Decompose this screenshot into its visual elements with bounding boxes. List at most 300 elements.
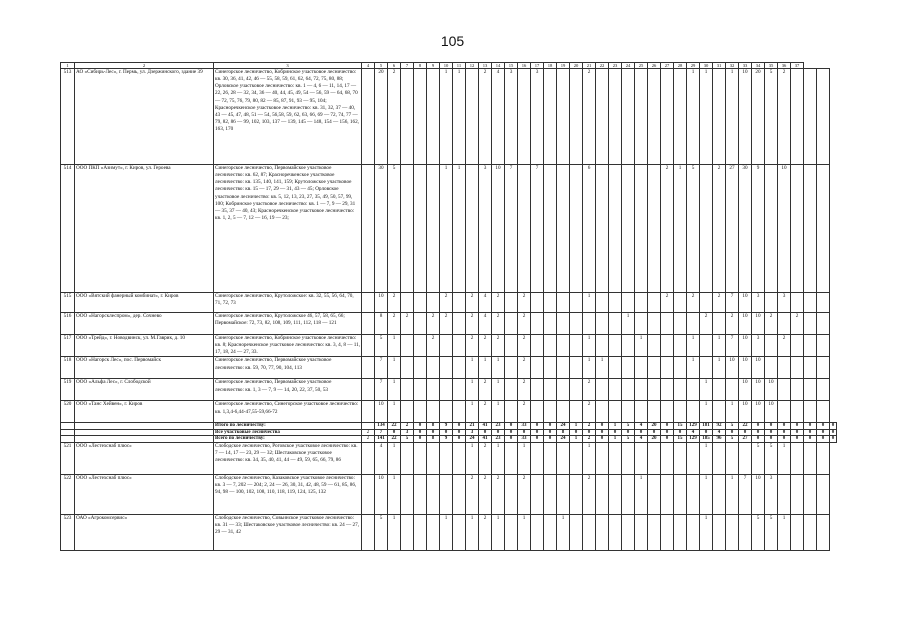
value-cell: 0	[817, 429, 830, 435]
table-row	[61, 293, 837, 313]
value-cell	[557, 401, 570, 423]
value-cell: 5	[765, 69, 778, 165]
value-cell	[531, 357, 544, 379]
value-cell: 1	[466, 442, 479, 474]
value-cell	[687, 514, 700, 550]
value-cell	[557, 442, 570, 474]
value-cell	[427, 514, 440, 550]
value-cell: 2	[440, 293, 453, 313]
value-cell	[453, 357, 466, 379]
value-cell	[661, 442, 674, 474]
value-cell	[622, 69, 635, 165]
column-number: 13	[479, 63, 492, 69]
value-cell	[609, 514, 622, 550]
value-cell	[622, 165, 635, 293]
value-cell: 0	[453, 429, 466, 435]
value-cell: 22	[388, 423, 401, 429]
value-cell: 1	[492, 357, 505, 379]
value-cell	[609, 379, 622, 401]
column-4-cell	[362, 335, 375, 357]
value-cell: 5	[726, 436, 739, 442]
value-cell: 4	[635, 423, 648, 429]
value-cell: 2	[466, 474, 479, 514]
value-cell	[609, 313, 622, 335]
value-cell: 30	[375, 165, 388, 293]
value-cell: 2	[518, 474, 531, 514]
value-cell	[622, 357, 635, 379]
value-cell: 0	[648, 429, 661, 435]
value-cell	[622, 293, 635, 313]
location-cell: Слободское лесничество, Совьинское участковое лесничество: кв. 31 — 33; Шестаковское участковое лесничество: кв. 24 — 27, 29 — 31, 42	[214, 514, 362, 550]
value-cell: 1	[583, 335, 596, 357]
row-number: 517	[61, 335, 75, 357]
location-cell: Синегорское лесничество, Кобринское участковое лесничество: кв. 30, 36, 41, 42, 46 — 55, 58, 59, 61, 62, 64, 72, 75, 80, 88; Орловское участковое лесничество: кв. 1 — 4, 6 — 11, 14, 17 — 22, 26, 28 — 32, 34, 36 — 40, 44, 45, 49, 54 — 56, 59 — 64, 68, 70 — 72, 75, 76, 79, 80, 82 — 85, 87, 91, 93 — 95, 104; Красноречкенское участковое лесничество: кв. 31, 32, 37 — 40, 43 — 45, 47, 48, 51 — 54, 56,58, 59, 62, 63, 66, 69 — 72, 74, 77 — 79, 82, 86 — 99, 102, 103, 137 — 139, 145 — 148, 154 — 156, 162, 163, 170	[214, 69, 362, 165]
value-cell	[674, 474, 687, 514]
value-cell: 1	[635, 474, 648, 514]
value-cell	[427, 474, 440, 514]
value-cell	[648, 335, 661, 357]
value-cell	[544, 474, 557, 514]
column-number: 31	[713, 63, 726, 69]
value-cell: 1	[596, 357, 609, 379]
value-cell	[817, 379, 830, 401]
column-number: 23	[609, 63, 622, 69]
value-cell	[648, 69, 661, 165]
value-cell	[440, 357, 453, 379]
value-cell	[544, 335, 557, 357]
value-cell: 2	[388, 313, 401, 335]
value-cell	[440, 401, 453, 423]
value-cell	[713, 474, 726, 514]
value-cell	[440, 442, 453, 474]
value-cell	[557, 474, 570, 514]
value-cell: 1	[466, 514, 479, 550]
row-number: 522	[61, 474, 75, 514]
value-cell: 7	[739, 474, 752, 514]
value-cell: 0	[804, 423, 817, 429]
value-cell: 0	[817, 423, 830, 429]
column-number: 26	[648, 63, 661, 69]
value-cell: 0	[661, 436, 674, 442]
value-cell	[609, 165, 622, 293]
value-cell: 2	[518, 313, 531, 335]
value-cell: 1	[583, 442, 596, 474]
value-cell: 1	[700, 379, 713, 401]
value-cell: 1	[440, 69, 453, 165]
row-number: 513	[61, 69, 75, 165]
value-cell	[791, 379, 804, 401]
value-cell: 2	[583, 474, 596, 514]
value-cell	[739, 514, 752, 550]
column-number: 17	[531, 63, 544, 69]
value-cell	[648, 401, 661, 423]
value-cell	[778, 313, 791, 335]
value-cell	[427, 357, 440, 379]
value-cell	[570, 514, 583, 550]
column-number: 9	[427, 63, 440, 69]
value-cell	[414, 514, 427, 550]
value-cell	[804, 313, 817, 335]
value-cell: 2	[518, 401, 531, 423]
value-cell: 1	[388, 442, 401, 474]
value-cell	[687, 313, 700, 335]
value-cell: 0	[492, 429, 505, 435]
value-cell: 2	[583, 423, 596, 429]
value-cell: 2	[479, 335, 492, 357]
column-number: 37	[791, 63, 804, 69]
value-cell	[570, 165, 583, 293]
value-cell	[596, 313, 609, 335]
value-cell	[817, 442, 830, 474]
value-cell: 10	[739, 379, 752, 401]
value-cell	[609, 474, 622, 514]
value-cell: 2	[778, 69, 791, 165]
value-cell: 24	[466, 436, 479, 442]
value-cell	[635, 401, 648, 423]
value-cell	[401, 474, 414, 514]
value-cell: 0	[505, 423, 518, 429]
value-cell	[674, 335, 687, 357]
value-cell: 2	[427, 313, 440, 335]
value-cell: 0	[427, 429, 440, 435]
value-cell: 1	[713, 335, 726, 357]
value-cell: 0	[791, 436, 804, 442]
column-number: 4	[362, 63, 375, 69]
value-cell: 1	[713, 357, 726, 379]
value-cell	[713, 401, 726, 423]
value-cell: 1	[726, 474, 739, 514]
table-row	[61, 69, 837, 165]
value-cell	[804, 69, 817, 165]
value-cell: 1	[778, 514, 791, 550]
value-cell	[804, 165, 817, 293]
row-number: 516	[61, 313, 75, 335]
value-cell	[544, 514, 557, 550]
value-cell	[674, 357, 687, 379]
value-cell	[583, 313, 596, 335]
value-cell	[817, 313, 830, 335]
value-cell: 0	[505, 436, 518, 442]
value-cell	[778, 474, 791, 514]
value-cell: 5	[622, 423, 635, 429]
value-cell: 1	[609, 423, 622, 429]
value-cell: 15	[674, 436, 687, 442]
value-cell: 129	[687, 423, 700, 429]
value-cell	[453, 401, 466, 423]
value-cell: 2	[492, 335, 505, 357]
value-cell	[674, 313, 687, 335]
table-row	[61, 165, 837, 293]
value-cell: 2	[492, 293, 505, 313]
page-number: 105	[440, 33, 465, 49]
table-row	[61, 335, 837, 357]
value-cell: 1	[453, 165, 466, 293]
value-cell: 10	[739, 357, 752, 379]
value-cell	[648, 293, 661, 313]
value-cell	[661, 379, 674, 401]
value-cell: 2	[661, 165, 674, 293]
value-cell: 0	[531, 436, 544, 442]
value-cell: 1	[700, 69, 713, 165]
value-cell	[713, 379, 726, 401]
value-cell: 4	[479, 293, 492, 313]
organization-cell: АО «Сибирь-Лес», г. Пермь, ул. Дзержинского, здание 39	[75, 69, 214, 165]
value-cell	[505, 442, 518, 474]
value-cell	[531, 401, 544, 423]
value-cell: 0	[791, 423, 804, 429]
value-cell	[648, 514, 661, 550]
value-cell: 0	[765, 423, 778, 429]
value-cell	[505, 401, 518, 423]
row-number: 520	[61, 401, 75, 423]
value-cell: 1	[492, 442, 505, 474]
value-cell: 5	[687, 165, 700, 293]
value-cell	[622, 442, 635, 474]
value-cell	[791, 165, 804, 293]
value-cell: 10	[739, 335, 752, 357]
organization-cell: ООО «Вятский фанерный комбинат», г. Киров	[75, 293, 214, 313]
value-cell: 3	[466, 429, 479, 435]
value-cell: 6	[583, 165, 596, 293]
column-number: 28	[674, 63, 687, 69]
value-cell	[635, 69, 648, 165]
value-cell: 2	[518, 293, 531, 313]
value-cell: 1	[583, 357, 596, 379]
value-cell: 0	[414, 429, 427, 435]
value-cell	[713, 442, 726, 474]
column-4-cell	[362, 401, 375, 423]
value-cell	[648, 357, 661, 379]
column-number: 19	[557, 63, 570, 69]
value-cell: 27	[739, 436, 752, 442]
table-row	[61, 442, 837, 474]
value-cell: 2	[700, 313, 713, 335]
value-cell: 4	[713, 429, 726, 435]
value-cell: 41	[479, 436, 492, 442]
value-cell: 4	[479, 313, 492, 335]
value-cell: 2	[583, 69, 596, 165]
value-cell	[427, 69, 440, 165]
value-cell	[687, 379, 700, 401]
value-cell	[674, 293, 687, 313]
value-cell: 3	[479, 165, 492, 293]
value-cell: 0	[791, 429, 804, 435]
value-cell	[726, 442, 739, 474]
value-cell	[791, 442, 804, 474]
column-4-cell	[362, 165, 375, 293]
value-cell	[661, 474, 674, 514]
value-cell	[791, 401, 804, 423]
value-cell	[804, 293, 817, 313]
value-cell	[726, 379, 739, 401]
value-cell: 0	[700, 429, 713, 435]
location-cell: Синегорское лесничество, Кобринское участковое лесничество: кв. 8; Красноречкенское участковое лесничество: кв. 3, 4, 8 — 11, 17, 18, 24 — 27, 33.	[215, 335, 361, 356]
value-cell	[570, 474, 583, 514]
value-cell	[557, 357, 570, 379]
location-cell: Слободское лесничество, Роговское участковое лесничество: кв. 7 — 14, 17 — 23, 29 — 32; Шестаковское участковое лесничество: кв. 34, 35, 40, 41, 44 — 49, 59, 65, 66, 79, 86	[214, 442, 362, 474]
value-cell: 2	[583, 379, 596, 401]
value-cell: 2	[713, 165, 726, 293]
organization-cell: ООО «Альфа Лес», г. Слободской	[75, 379, 214, 401]
value-cell: 3	[401, 429, 414, 435]
value-cell: 2	[388, 293, 401, 313]
column-number: 29	[687, 63, 700, 69]
value-cell	[401, 293, 414, 313]
value-cell: 0	[596, 436, 609, 442]
value-cell	[739, 442, 752, 474]
value-cell: 0	[817, 436, 830, 442]
value-cell: 5	[752, 442, 765, 474]
value-cell: 2	[466, 313, 479, 335]
column-number: 11	[453, 63, 466, 69]
column-number: 18	[544, 63, 557, 69]
value-cell	[674, 442, 687, 474]
total-count: 2	[362, 429, 375, 435]
value-cell	[817, 474, 830, 514]
value-cell	[570, 293, 583, 313]
value-cell	[453, 379, 466, 401]
value-cell	[791, 357, 804, 379]
column-number: 35	[765, 63, 778, 69]
value-cell	[817, 401, 830, 423]
value-cell: 2	[388, 69, 401, 165]
value-cell	[700, 293, 713, 313]
value-cell: 1	[778, 442, 791, 474]
location-cell: Слободское лесничество, Казаковское участковое лесничество: кв. 3 — 7, 202 — 204; 2, 24 — 26, 30, 31, 42, 48, 59 — 61, 85, 86, 94, 98 — 100, 102, 108, 110, 118, 119, 124, 125, 132	[214, 474, 362, 514]
value-cell: 0	[570, 429, 583, 435]
value-cell: 1	[700, 474, 713, 514]
value-cell	[570, 313, 583, 335]
value-cell: 10	[765, 401, 778, 423]
value-cell	[544, 379, 557, 401]
value-cell: 4	[687, 429, 700, 435]
value-cell	[635, 293, 648, 313]
value-cell	[557, 165, 570, 293]
location-cell: Синегорское лесничество, Первомайское участковое лесничество: кв. 62, 87; Красноречкенское участковое лесничество: кв. 135, 140, 141, 159; Крутоложское участковое лесничество: кв. 15 — 17, 29 — 31, 43 — 45; Орловское участковое лесничество: кв. 5, 12, 13, 23, 27, 35, 49, 50, 57, 99, 100; Кобринское участковое лесничество: кв. 1 — 7, 9 — 29, 31 — 35, 37 — 40, 43; Красноречкенское участковое лесничество: кв. 1, 2, 5 — 7, 12 — 16, 19 — 23;	[214, 165, 362, 293]
location-cell: Синегорское лесничество, Синегорское участковое лесничество: кв. 1,3,4-6,44-47,55-59,66-72	[214, 401, 362, 423]
value-cell	[505, 335, 518, 357]
value-cell: 7	[726, 293, 739, 313]
value-cell: 9	[752, 165, 765, 293]
value-cell: 3	[531, 69, 544, 165]
value-cell	[414, 313, 427, 335]
value-cell	[635, 357, 648, 379]
value-cell: 20	[648, 423, 661, 429]
value-cell: 1	[726, 69, 739, 165]
value-cell: 0	[752, 436, 765, 442]
value-cell	[648, 379, 661, 401]
value-cell	[596, 474, 609, 514]
value-cell: 22	[739, 423, 752, 429]
row-number: 515	[61, 293, 75, 313]
organization-cell: ОАО «Агрокомсервис»	[75, 514, 214, 550]
column-number: 30	[700, 63, 713, 69]
value-cell	[596, 293, 609, 313]
value-cell: 0	[479, 429, 492, 435]
column-number: 20	[570, 63, 583, 69]
value-cell	[557, 313, 570, 335]
value-cell: 33	[518, 436, 531, 442]
value-cell: 10	[375, 401, 388, 423]
value-cell: 2	[479, 401, 492, 423]
value-cell: 0	[765, 429, 778, 435]
value-cell: 129	[687, 436, 700, 442]
column-4-cell	[362, 514, 375, 550]
value-cell: 5	[726, 423, 739, 429]
value-cell: 2	[479, 474, 492, 514]
value-cell	[570, 335, 583, 357]
value-cell: 21	[466, 423, 479, 429]
value-cell	[518, 69, 531, 165]
value-cell	[804, 357, 817, 379]
column-number: 34	[752, 63, 765, 69]
value-cell	[401, 514, 414, 550]
value-cell	[531, 474, 544, 514]
value-cell: 1	[674, 165, 687, 293]
value-cell: 1	[466, 357, 479, 379]
value-cell: 1	[557, 514, 570, 550]
value-cell: 2	[583, 436, 596, 442]
value-cell: 1	[492, 514, 505, 550]
column-4-cell	[362, 313, 375, 335]
value-cell	[609, 335, 622, 357]
value-cell	[557, 293, 570, 313]
value-cell	[570, 357, 583, 379]
value-cell: 1	[492, 379, 505, 401]
value-cell: 10	[752, 357, 765, 379]
value-cell	[817, 335, 830, 357]
value-cell	[648, 165, 661, 293]
value-cell: 7	[505, 165, 518, 293]
value-cell	[505, 357, 518, 379]
value-cell: 2	[778, 335, 791, 357]
value-cell	[414, 293, 427, 313]
value-cell	[648, 442, 661, 474]
allocation-table	[60, 62, 837, 551]
value-cell	[453, 293, 466, 313]
value-cell: 23	[492, 436, 505, 442]
value-cell: 2	[518, 379, 531, 401]
value-cell: 0	[414, 436, 427, 442]
value-cell	[401, 379, 414, 401]
value-cell	[817, 293, 830, 313]
value-cell	[661, 313, 674, 335]
value-cell	[596, 401, 609, 423]
value-cell: 5	[375, 514, 388, 550]
value-cell: 0	[440, 429, 453, 435]
value-cell: 0	[752, 423, 765, 429]
column-number: 14	[492, 63, 505, 69]
value-cell	[713, 69, 726, 165]
column-number: 10	[440, 63, 453, 69]
row-number: 518	[61, 357, 75, 379]
value-cell	[713, 514, 726, 550]
value-cell: 0	[583, 429, 596, 435]
column-4-cell	[362, 474, 375, 514]
value-cell	[609, 293, 622, 313]
value-cell: 2	[518, 335, 531, 357]
value-cell	[453, 514, 466, 550]
value-cell	[544, 165, 557, 293]
value-cell: 1	[492, 401, 505, 423]
column-number: 7	[401, 63, 414, 69]
value-cell	[414, 474, 427, 514]
location-cell: Синегорское лесничество, Крутоложское 46, 57, 58, 65, 66; Первомайское: 72, 73, 82, 108, 109, 111, 112, 118 — 121	[214, 313, 362, 335]
value-cell: 134	[375, 423, 388, 429]
value-cell: 0	[453, 423, 466, 429]
total-count: 2	[362, 436, 375, 442]
value-cell	[661, 335, 674, 357]
